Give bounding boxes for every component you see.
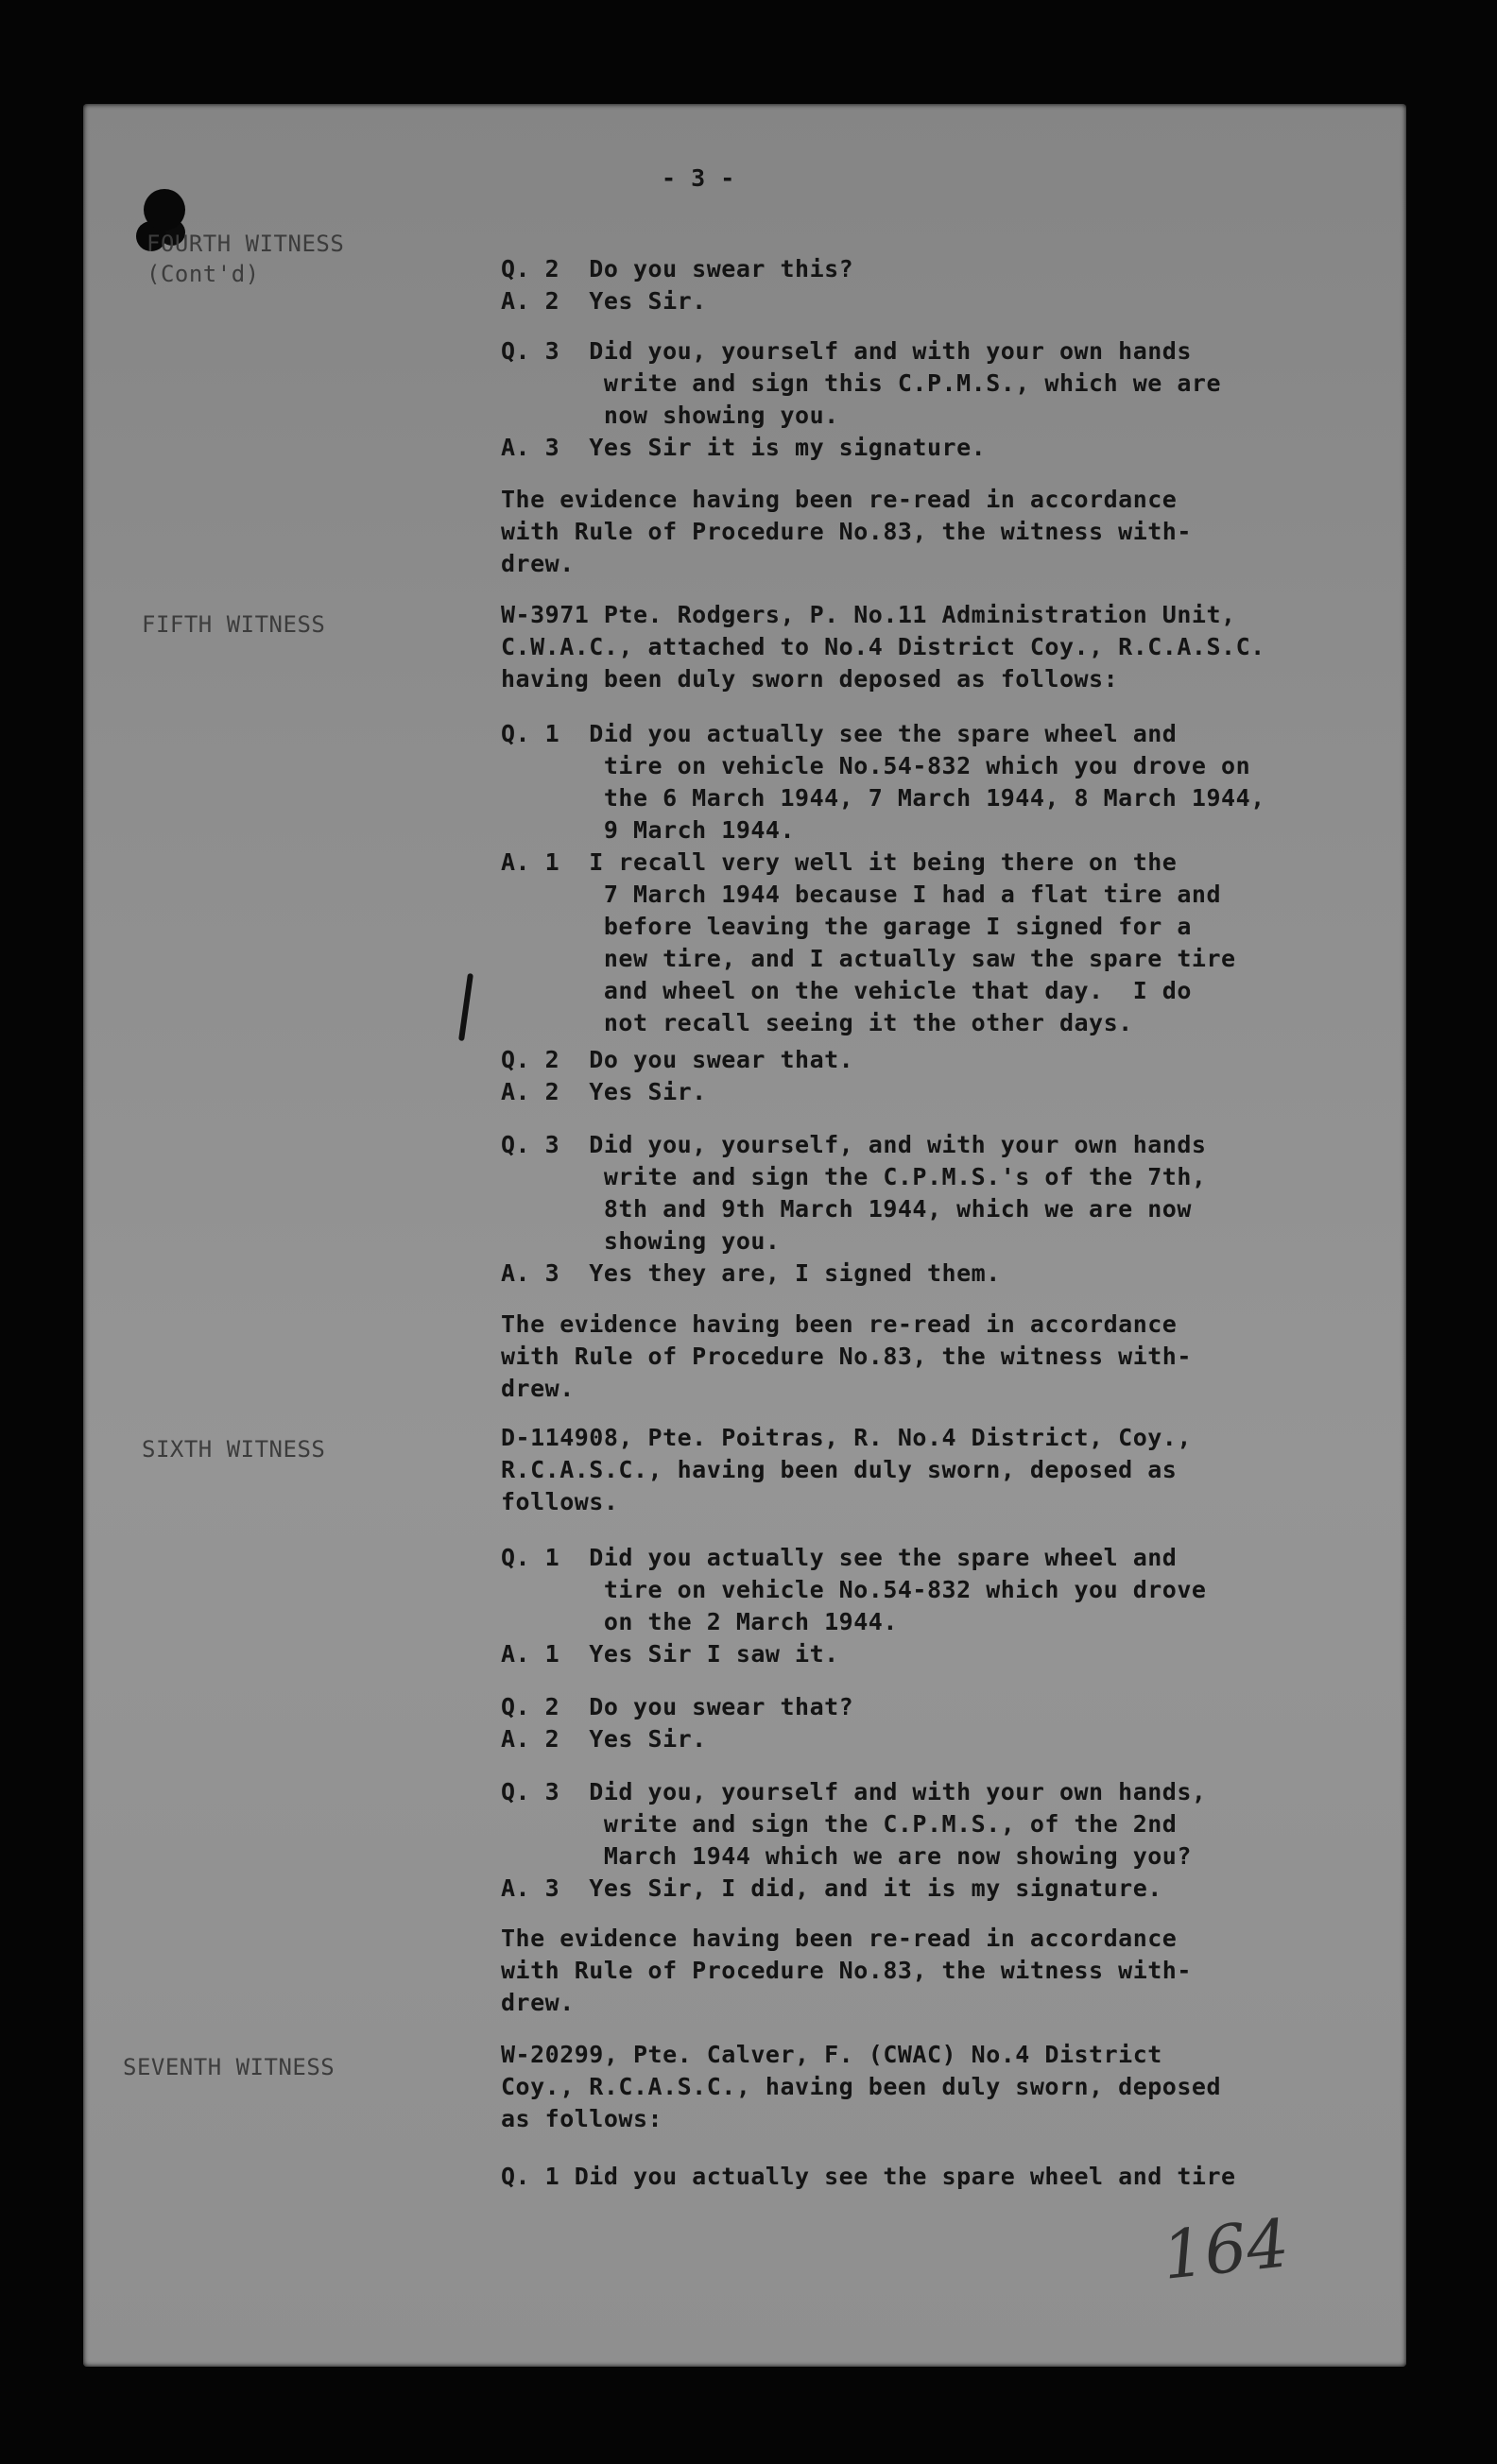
q2-sixth-witness: Q. 2 Do you swear that? A. 2 Yes Sir. [501,1693,854,1753]
seventh-witness-intro: W-20299, Pte. Calver, F. (CWAC) No.4 District Coy., R.C.A.S.C., having been duly sworn, deposed as follows: [501,2041,1222,2132]
q1-fifth-witness: Q. 1 Did you actually see the spare wheel and tire on vehicle No.54-832 which you drove on the 6 March 1944, 7 March 1944, 8 March 1944, 9 March 1944. A. 1 I recall very well it being there on the 7 March 1944 because I had a flat tire and before leaving the garage I signed for a new tire, and I actually saw the spare tire and wheel on the vehicle that day. I do not recall seeing it the other days. [501,720,1265,1036]
q2-swear-this: Q. 2 Do you swear this? A. 2 Yes Sir. [501,255,854,315]
evidence-reread-sixth: The evidence having been re-read in accordance with Rule of Procedure No.83, the witness with- drew. [501,1925,1192,2016]
page-number: - 3 - [662,164,735,192]
evidence-reread-fifth: The evidence having been re-read in accordance with Rule of Procedure No.83, the witness with- drew. [501,1310,1192,1402]
ink-blot [144,189,185,231]
evidence-reread-fourth: The evidence having been re-read in accordance with Rule of Procedure No.83, the witness with- drew. [501,486,1192,577]
q2-fifth-witness: Q. 2 Do you swear that. A. 2 Yes Sir. [501,1046,854,1105]
label-fourth-witness: FOURTH WITNESS (Cont'd) [146,231,345,287]
label-sixth-witness: SIXTH WITNESS [142,1436,326,1463]
q3-fifth-witness: Q. 3 Did you, yourself, and with your own hands write and sign the C.P.M.S.'s of the 7th, 8th and 9th March 1944, which we are now showing you. A. 3 Yes they are, I signed them. [501,1131,1207,1287]
q1-sixth-witness: Q. 1 Did you actually see the spare wheel and tire on vehicle No.54-832 which you drove on the 2 March 1944. A. 1 Yes Sir I saw it. [501,1544,1207,1668]
q3-signature-fourth: Q. 3 Did you, yourself and with your own hands write and sign this C.P.M.S., which we are now showing you. A. 3 Yes Sir it is my signature. [501,337,1222,461]
fifth-witness-intro: W-3971 Pte. Rodgers, P. No.11 Administration Unit, C.W.A.C., attached to No.4 District Coy., R.C.A.S.C. having been duly sworn deposed as follows: [501,601,1265,693]
handwritten-page-number: 164 [1159,2204,1293,2295]
q1-seventh-witness: Q. 1 Did you actually see the spare wheel and tire [501,2163,1236,2190]
sixth-witness-intro: D-114908, Pte. Poitras, R. No.4 District, Coy., R.C.A.S.C., having been duly sworn, deposed as follows. [501,1424,1192,1515]
label-seventh-witness: SEVENTH WITNESS [123,2054,336,2080]
label-fifth-witness: FIFTH WITNESS [142,611,326,638]
q3-sixth-witness: Q. 3 Did you, yourself and with your own hands, write and sign the C.P.M.S., of the 2nd March 1944 which we are now showing you? A. 3 Yes Sir, I did, and it is my signature. [501,1778,1207,1902]
